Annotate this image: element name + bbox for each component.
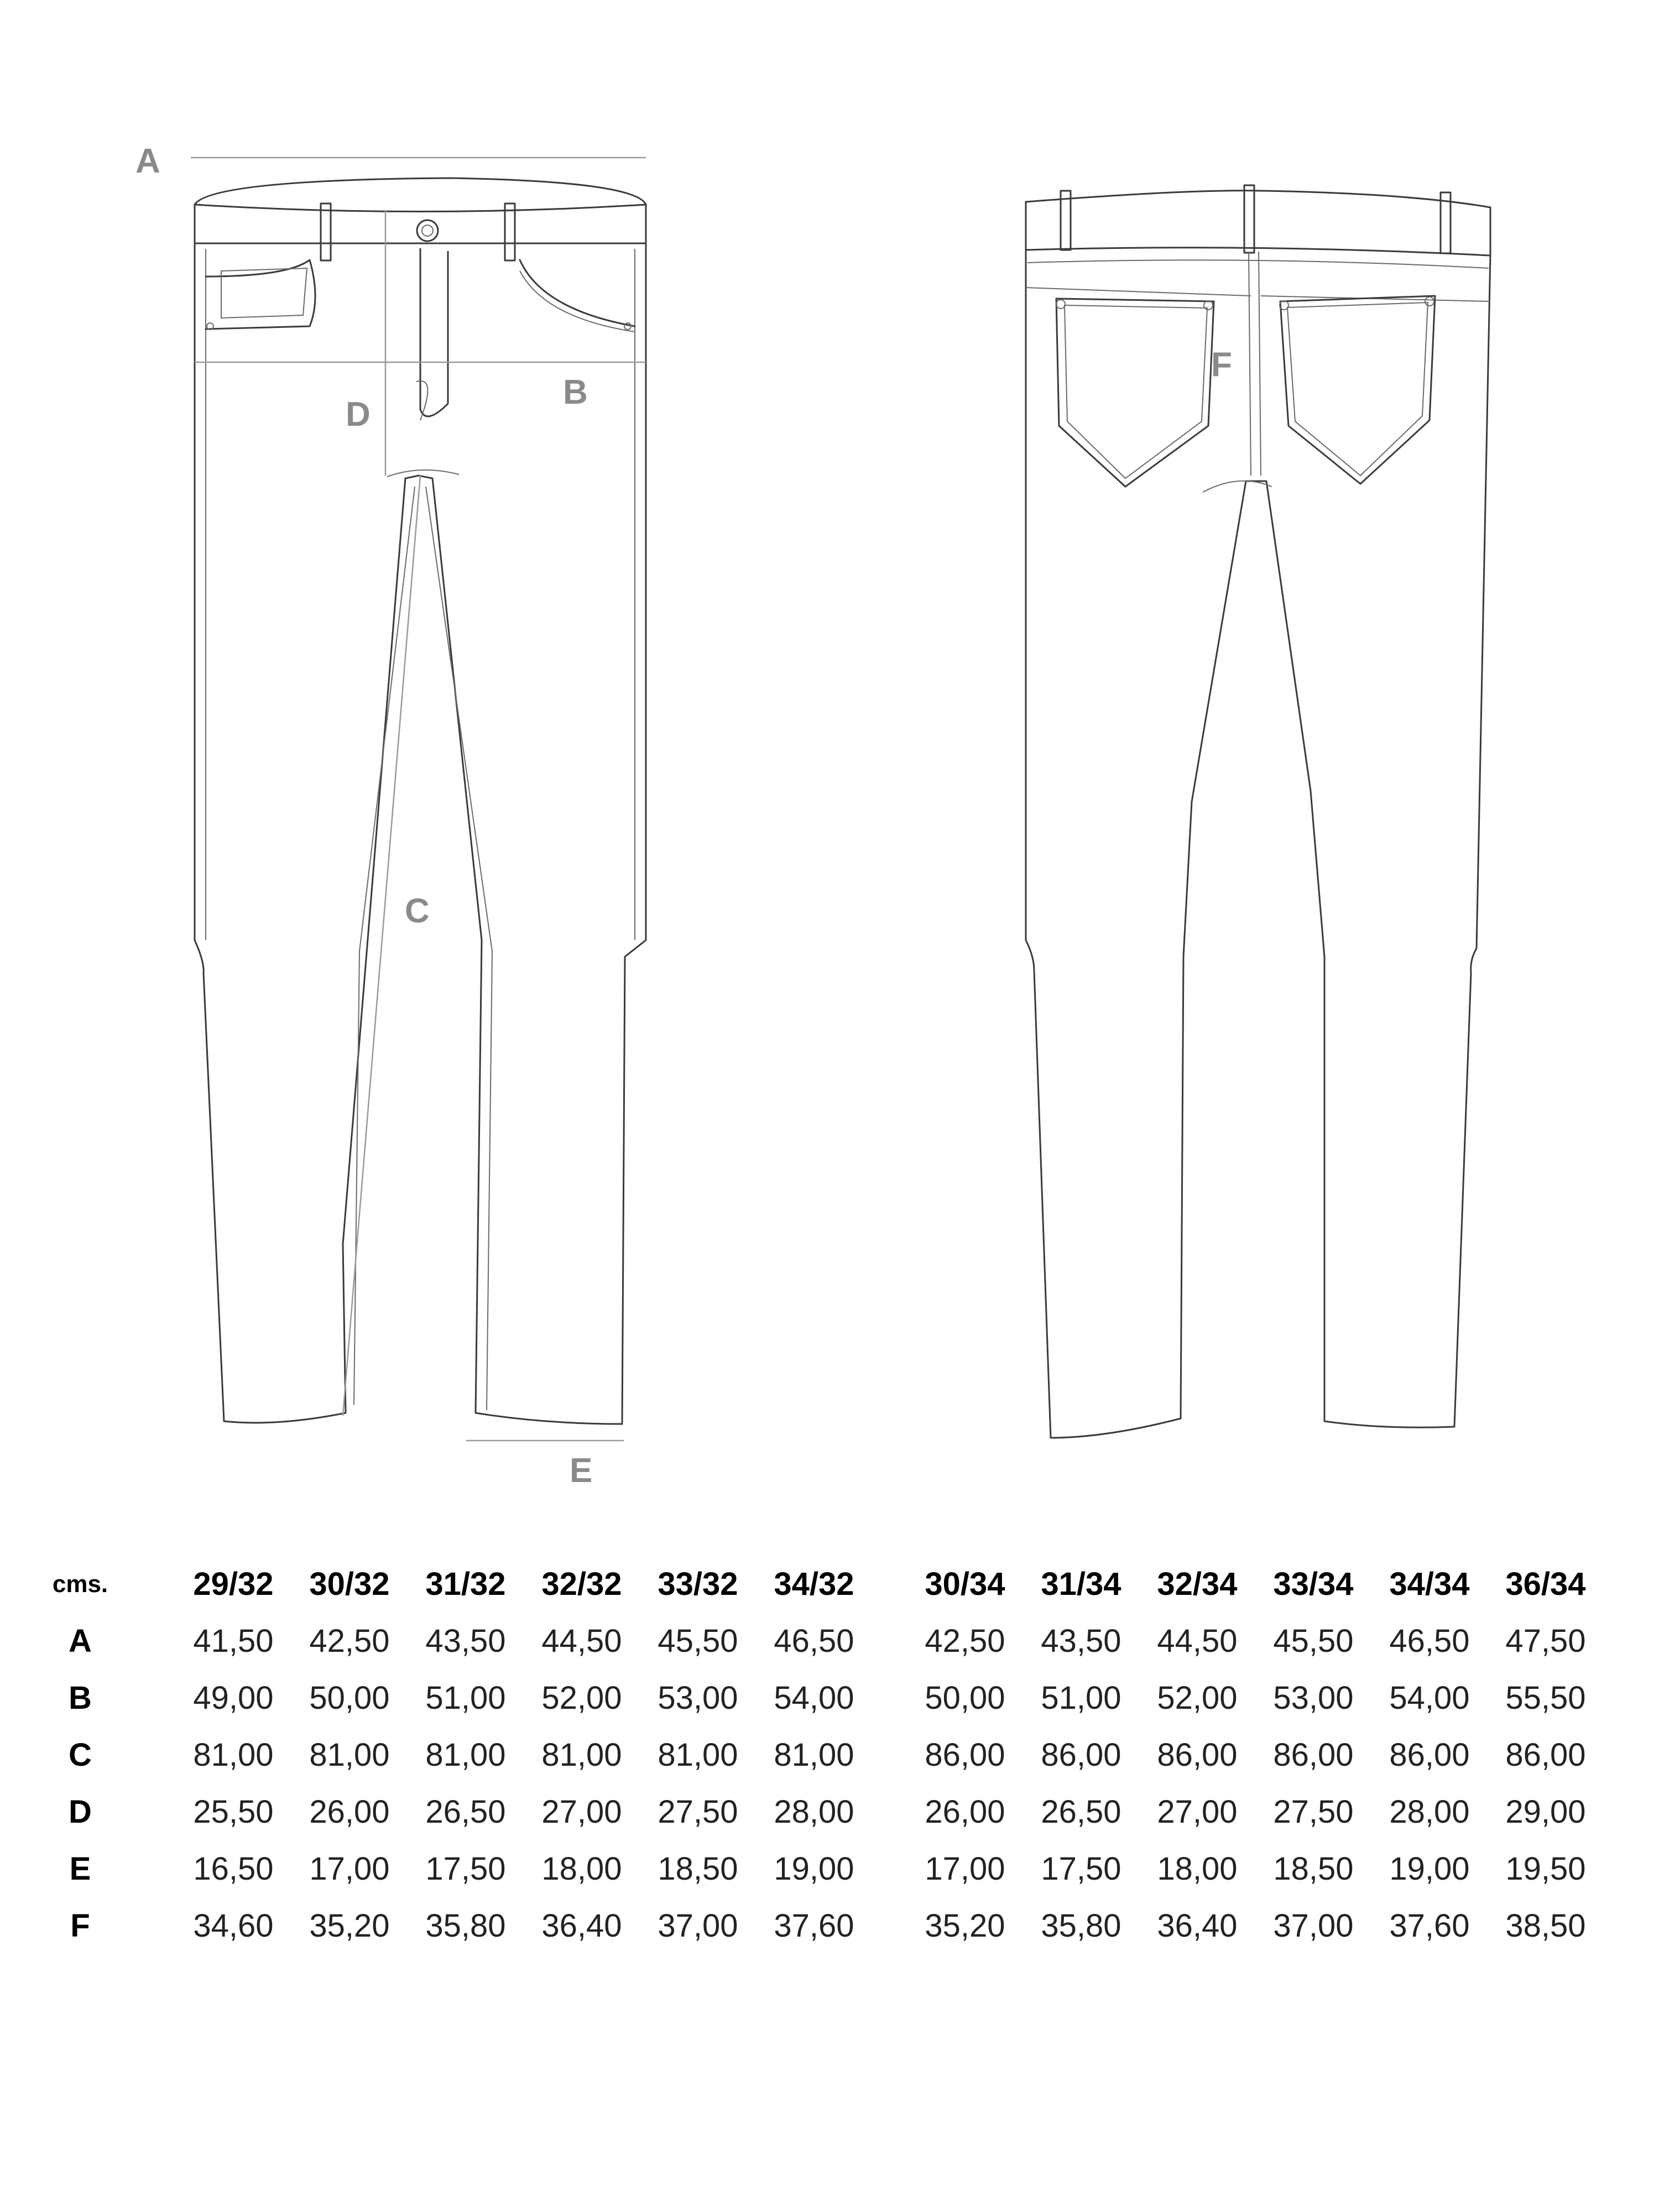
table-cell: 81,00 — [309, 1737, 390, 1773]
table-cell: 17,00 — [309, 1851, 390, 1887]
label-b: B — [563, 373, 588, 411]
table-row — [0, 1790, 1659, 1834]
table-row — [0, 1847, 1659, 1891]
table-cell: 81,00 — [193, 1737, 274, 1773]
table-cell: 27,50 — [1273, 1794, 1354, 1830]
label-f: F — [1211, 346, 1232, 384]
table-cell: 81,00 — [774, 1737, 854, 1773]
table-cell: 45,50 — [1273, 1623, 1354, 1659]
table-cell: 35,80 — [425, 1908, 506, 1944]
table-cell: 86,00 — [1273, 1737, 1354, 1773]
table-cell: 45,50 — [658, 1623, 738, 1659]
table-cell: 16,50 — [193, 1851, 274, 1887]
size-header: 29/32 — [193, 1566, 274, 1602]
table-cell: 37,60 — [774, 1908, 854, 1944]
table-cell: 86,00 — [1157, 1737, 1238, 1773]
table-row — [0, 1733, 1659, 1777]
table-cell: 51,00 — [425, 1680, 506, 1716]
table-cell: 81,00 — [425, 1737, 506, 1773]
table-row — [0, 1904, 1659, 1948]
table-cell: 27,50 — [658, 1794, 738, 1830]
jeans-back-view — [1026, 185, 1490, 1438]
table-cell: 47,50 — [1505, 1623, 1586, 1659]
table-cell: 86,00 — [1041, 1737, 1121, 1773]
row-label: E — [69, 1851, 91, 1887]
table-cell: 29,00 — [1505, 1794, 1586, 1830]
label-e: E — [570, 1452, 593, 1490]
row-label: F — [70, 1908, 90, 1944]
label-d: D — [346, 395, 371, 434]
label-c: C — [405, 892, 430, 930]
table-cell: 25,50 — [193, 1794, 274, 1830]
table-cell: 19,00 — [1389, 1851, 1470, 1887]
size-header: 31/34 — [1041, 1566, 1121, 1602]
table-cell: 43,50 — [1041, 1623, 1121, 1659]
table-cell: 34,60 — [193, 1908, 274, 1944]
table-cell: 35,20 — [925, 1908, 1005, 1944]
table-cell: 27,00 — [1157, 1794, 1238, 1830]
size-header: 36/34 — [1505, 1566, 1586, 1602]
table-cell: 53,00 — [1273, 1680, 1354, 1716]
table-cell: 52,00 — [541, 1680, 622, 1716]
table-cell: 37,00 — [658, 1908, 738, 1944]
table-cell: 28,00 — [774, 1794, 854, 1830]
table-cell: 51,00 — [1041, 1680, 1121, 1716]
table-cell: 46,50 — [774, 1623, 854, 1659]
table-cell: 27,00 — [541, 1794, 622, 1830]
table-cell: 17,50 — [1041, 1851, 1121, 1887]
table-cell: 19,00 — [774, 1851, 854, 1887]
table-cell: 46,50 — [1389, 1623, 1470, 1659]
table-cell: 17,00 — [925, 1851, 1005, 1887]
table-cell: 50,00 — [309, 1680, 390, 1716]
label-a: A — [135, 142, 160, 180]
table-row — [0, 1676, 1659, 1720]
table-cell: 36,40 — [1157, 1908, 1238, 1944]
table-cell: 18,00 — [541, 1851, 622, 1887]
row-label: B — [69, 1680, 92, 1716]
size-header: 30/34 — [925, 1566, 1005, 1602]
table-cell: 55,50 — [1505, 1680, 1586, 1716]
size-header: 32/34 — [1157, 1566, 1238, 1602]
table-cell: 86,00 — [1389, 1737, 1470, 1773]
table-cell: 18,50 — [1273, 1851, 1354, 1887]
table-cell: 38,50 — [1505, 1908, 1586, 1944]
table-cell: 49,00 — [193, 1680, 274, 1716]
table-cell: 44,50 — [541, 1623, 622, 1659]
size-header: 33/32 — [658, 1566, 738, 1602]
size-header: 34/32 — [774, 1566, 854, 1602]
unit-label: cms. — [52, 1571, 108, 1598]
table-cell: 86,00 — [1505, 1737, 1586, 1773]
table-cell: 52,00 — [1157, 1680, 1238, 1716]
table-cell: 28,00 — [1389, 1794, 1470, 1830]
table-cell: 43,50 — [425, 1623, 506, 1659]
table-cell: 42,50 — [309, 1623, 390, 1659]
table-cell: 17,50 — [425, 1851, 506, 1887]
table-cell: 86,00 — [925, 1737, 1005, 1773]
table-cell: 37,00 — [1273, 1908, 1354, 1944]
table-cell: 54,00 — [774, 1680, 854, 1716]
table-row — [0, 1619, 1659, 1663]
table-cell: 26,50 — [1041, 1794, 1121, 1830]
size-header: 30/32 — [309, 1566, 390, 1602]
jeans-front-view — [135, 142, 646, 1490]
table-cell: 18,00 — [1157, 1851, 1238, 1887]
table-cell: 26,00 — [925, 1794, 1005, 1830]
table-cell: 35,80 — [1041, 1908, 1121, 1944]
table-cell: 41,50 — [193, 1623, 274, 1659]
table-cell: 26,50 — [425, 1794, 506, 1830]
size-header: 31/32 — [425, 1566, 506, 1602]
table-cell: 26,00 — [309, 1794, 390, 1830]
size-header: 32/32 — [541, 1566, 622, 1602]
table-cell: 81,00 — [541, 1737, 622, 1773]
table-cell: 42,50 — [925, 1623, 1005, 1659]
row-label: D — [69, 1794, 92, 1830]
size-header: 33/34 — [1273, 1566, 1354, 1602]
row-label: C — [69, 1737, 92, 1773]
size-header: 34/34 — [1389, 1566, 1470, 1602]
table-cell: 18,50 — [658, 1851, 738, 1887]
table-header-row — [0, 1562, 1659, 1606]
table-cell: 53,00 — [658, 1680, 738, 1716]
table-cell: 19,50 — [1505, 1851, 1586, 1887]
table-cell: 36,40 — [541, 1908, 622, 1944]
table-cell: 54,00 — [1389, 1680, 1470, 1716]
table-cell: 44,50 — [1157, 1623, 1238, 1659]
table-cell: 35,20 — [309, 1908, 390, 1944]
table-cell: 37,60 — [1389, 1908, 1470, 1944]
table-cell: 50,00 — [925, 1680, 1005, 1716]
table-cell: 81,00 — [658, 1737, 738, 1773]
row-label: A — [69, 1623, 92, 1659]
